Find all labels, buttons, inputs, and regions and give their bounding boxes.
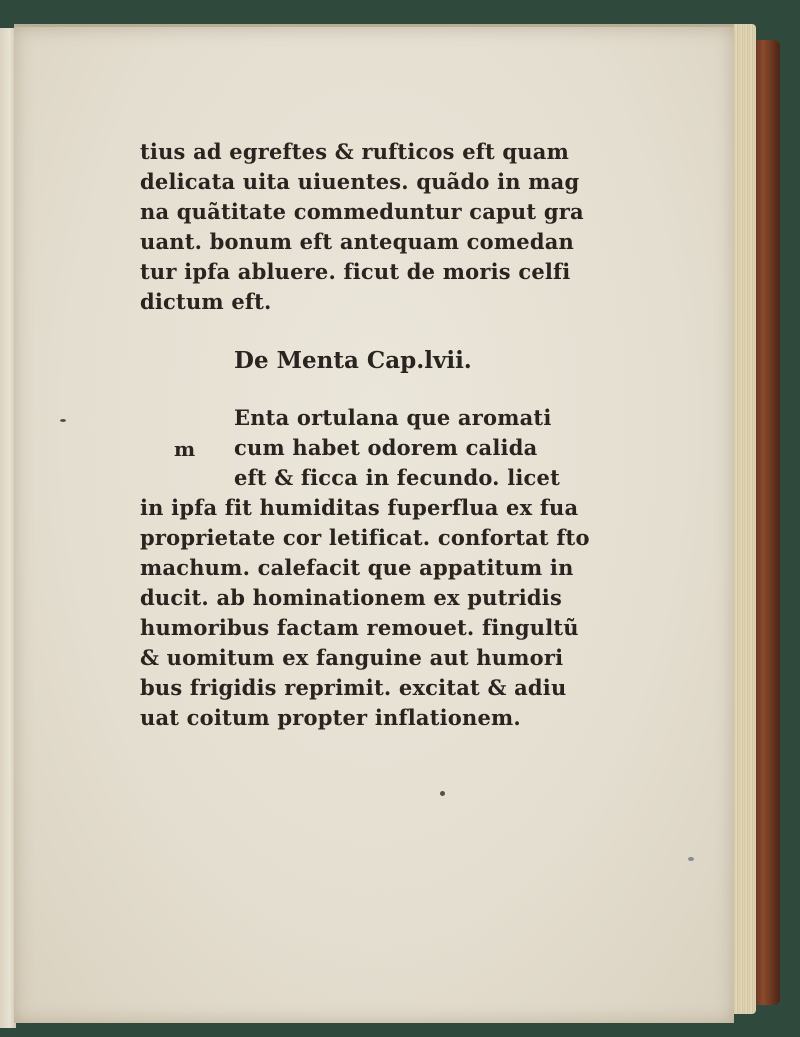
text-line: uat coitum propter inflationem. xyxy=(140,705,521,730)
text-line: humoribus factam remouet. fingultũ xyxy=(140,615,579,640)
text-line: tius ad egreftes & rufticos eft quam xyxy=(140,139,570,164)
ink-speck xyxy=(440,791,445,796)
guide-letter: m xyxy=(174,437,196,461)
ink-speck xyxy=(60,419,66,422)
text-line: bus frigidis reprimit. excitat & adiu xyxy=(140,675,567,700)
text-line: ducit. ab hominationem ex putridis xyxy=(140,585,563,610)
text-line: & uomitum ex fanguine aut humori xyxy=(140,645,564,670)
text-line: tur ipfa abluere. ficut de moris celfi xyxy=(140,259,571,284)
text-line: proprietate cor letificat. confortat fto xyxy=(140,525,590,550)
text-line: Enta ortulana que aromati xyxy=(234,405,552,430)
book-binding xyxy=(752,40,780,1005)
text-line: eft & ficca in fecundo. licet xyxy=(234,465,560,490)
chapter-heading: De Menta Cap.lvii. xyxy=(234,347,472,374)
book-page xyxy=(14,24,734,1023)
text-line: in ipfa fit humiditas fuperflua ex fua xyxy=(140,495,579,520)
text-line: machum. calefacit que appatitum in xyxy=(140,555,574,580)
text-line: dictum eft. xyxy=(140,289,272,314)
text-line: delicata uita uiuentes. quãdo in mag xyxy=(140,169,580,194)
text-line: cum habet odorem calida xyxy=(234,435,538,460)
text-line: na quãtitate commeduntur caput gra xyxy=(140,199,584,224)
ink-speck xyxy=(688,857,694,861)
text-line: uant. bonum eft antequam comedan xyxy=(140,229,574,254)
